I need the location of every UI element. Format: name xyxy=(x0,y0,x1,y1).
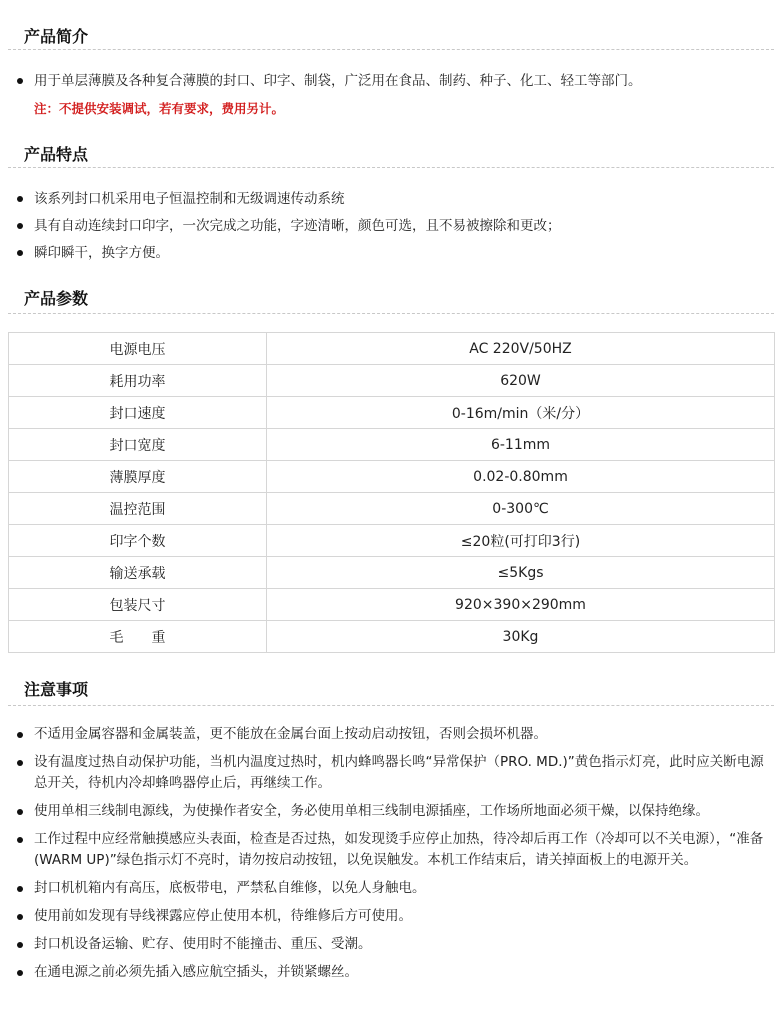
note-item-text: 封口机机箱内有高压，底板带电，严禁私自维修，以免人身触电。 xyxy=(34,880,426,896)
section-title-params: 产品参数 xyxy=(24,289,89,308)
spec-table xyxy=(8,332,775,653)
note-item xyxy=(14,829,772,871)
note-item xyxy=(14,962,772,983)
spec-label: 印字个数 xyxy=(9,525,267,557)
note-item-text: 使用前如发现有导线裸露应停止使用本机，待维修后方可使用。 xyxy=(34,908,412,924)
table-row xyxy=(9,397,775,429)
note-item xyxy=(14,801,772,822)
spec-value: ≤5Kgs xyxy=(267,557,775,589)
spec-label: 电源电压 xyxy=(9,333,267,365)
note-item-text: 工作过程中应经常触摸感应头表面，检查是否过热，如发现烫手应停止加热，待冷却后再工作（冷却可以不关电源），“准备(WARM UP)”绿色指示灯不亮时，请勿按启动按钮，以免误触发。本机工作结束后，请关掉面板上的电源开关。 xyxy=(34,831,764,868)
spec-value: 0.02-0.80mm xyxy=(267,461,775,493)
note-item xyxy=(14,878,772,899)
note-item xyxy=(14,752,772,794)
section-header-intro xyxy=(8,26,774,50)
spec-label: 封口宽度 xyxy=(9,429,267,461)
table-row xyxy=(9,589,775,621)
spec-label: 输送承载 xyxy=(9,557,267,589)
note-item-text: 设有温度过热自动保护功能，当机内温度过热时，机内蜂鸣器长鸣“异常保护（PRO. MD.)”黄色指示灯亮，此时应关断电源总开关，待机内冷却蜂鸣器停止后，再继续工作。 xyxy=(34,754,764,791)
spec-value: 6-11mm xyxy=(267,429,775,461)
table-row xyxy=(9,365,775,397)
table-row xyxy=(9,557,775,589)
note-item-text: 不适用金属容器和金属装盖，更不能放在金属台面上按动启动按钮，否则会损坏机器。 xyxy=(34,726,547,742)
spec-value: 0-16m/min（米/分） xyxy=(267,397,775,429)
section-title-notes: 注意事项 xyxy=(24,680,89,699)
spec-label: 耗用功率 xyxy=(9,365,267,397)
bullet-icon xyxy=(17,196,23,202)
note-item-text: 封口机设备运输、贮存、使用时不能撞击、重压、受潮。 xyxy=(34,936,372,952)
intro-note: 注：不提供安装调试，若有要求，费用另计。 xyxy=(34,101,285,116)
spec-label: 毛 重 xyxy=(9,621,267,653)
feature-item xyxy=(14,242,772,264)
bullet-icon xyxy=(17,250,23,256)
table-row xyxy=(9,333,775,365)
note-item-text: 在通电源之前必须先插入感应航空插头，并锁紧螺丝。 xyxy=(34,964,358,980)
intro-item xyxy=(14,70,772,92)
feature-item-text: 瞬印瞬干，换字方便。 xyxy=(34,245,169,261)
bullet-icon xyxy=(17,732,23,738)
section-header-params xyxy=(8,288,774,314)
feature-item xyxy=(14,215,772,237)
bullet-icon xyxy=(17,837,23,843)
spec-value: ≤20粒(可打印3行) xyxy=(267,525,775,557)
intro-list xyxy=(14,70,772,92)
table-row xyxy=(9,493,775,525)
spec-label: 薄膜厚度 xyxy=(9,461,267,493)
spec-value: 30Kg xyxy=(267,621,775,653)
bullet-icon xyxy=(17,809,23,815)
table-row xyxy=(9,429,775,461)
feature-item-text: 具有自动连续封口印字，一次完成之功能，字迹清晰，颜色可选，且不易被擦除和更改； xyxy=(34,218,561,234)
spec-value: AC 220V/50HZ xyxy=(267,333,775,365)
intro-item-text: 用于单层薄膜及各种复合薄膜的封口、印字、制袋，广泛用在食品、制药、种子、化工、轻工等部门。 xyxy=(34,73,642,89)
bullet-icon xyxy=(17,914,23,920)
section-title-intro: 产品简介 xyxy=(24,27,89,46)
bullet-icon xyxy=(17,760,23,766)
table-row xyxy=(9,525,775,557)
note-item xyxy=(14,724,772,745)
bullet-icon xyxy=(17,886,23,892)
notes-list xyxy=(14,724,772,990)
bullet-icon xyxy=(17,223,23,229)
bullet-icon xyxy=(17,78,23,84)
spec-value: 920×390×290mm xyxy=(267,589,775,621)
spec-label: 温控范围 xyxy=(9,493,267,525)
features-list xyxy=(14,188,772,264)
section-header-features xyxy=(8,144,774,168)
table-row xyxy=(9,461,775,493)
spec-label: 封口速度 xyxy=(9,397,267,429)
note-item xyxy=(14,906,772,927)
spec-label: 包装尺寸 xyxy=(9,589,267,621)
table-row xyxy=(9,621,775,653)
note-item xyxy=(14,934,772,955)
feature-item xyxy=(14,188,772,210)
section-title-features: 产品特点 xyxy=(24,145,89,164)
section-header-notes xyxy=(8,679,774,706)
spec-value: 0-300℃ xyxy=(267,493,775,525)
note-item-text: 使用单相三线制电源线，为使操作者安全，务必使用单相三线制电源插座，工作场所地面必须干燥，以保持绝缘。 xyxy=(34,803,709,819)
bullet-icon xyxy=(17,942,23,948)
bullet-icon xyxy=(17,970,23,976)
feature-item-text: 该系列封口机采用电子恒温控制和无级调速传动系统 xyxy=(34,191,345,207)
spec-value: 620W xyxy=(267,365,775,397)
